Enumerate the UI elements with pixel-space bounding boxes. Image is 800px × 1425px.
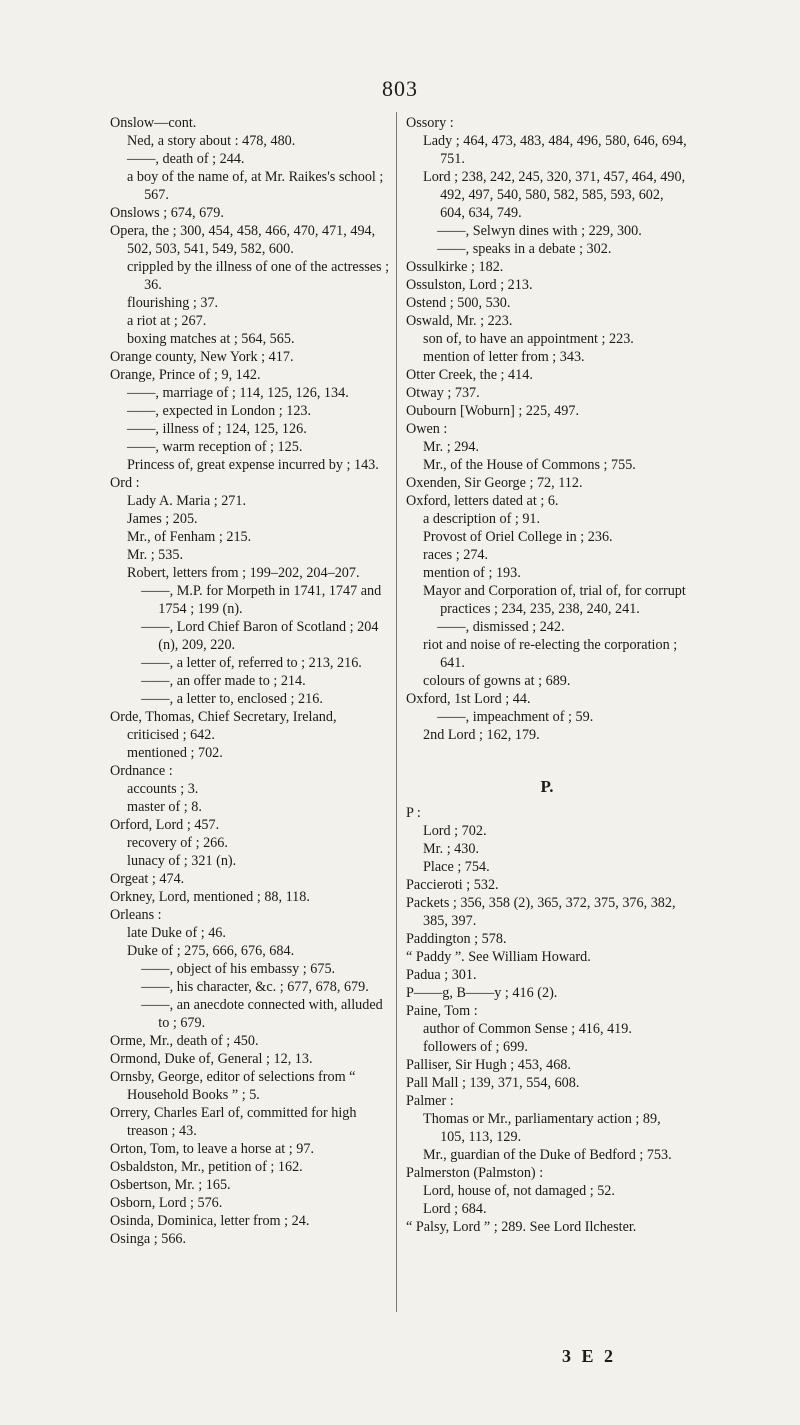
index-entry: Orange, Prince of ; 9, 142. bbox=[110, 367, 261, 383]
index-subentry: mention of ; 193. bbox=[423, 565, 521, 581]
index-subentry: Mayor and Corporation of, trial of, for corrupt practices ; 234, 235, 238, 240, 241. bbox=[423, 583, 686, 617]
index-subentry: James ; 205. bbox=[127, 511, 198, 527]
index-entry: Packets ; 356, 358 (2), 365, 372, 375, 376, 382, 385, 397. bbox=[406, 895, 676, 929]
index-entry: Palmerston (Palmston) : bbox=[406, 1165, 544, 1181]
signature-mark: 3 E 2 bbox=[562, 1346, 617, 1366]
index-entry: Oswald, Mr. ; 223. bbox=[406, 313, 513, 329]
index-entry: Orgeat ; 474. bbox=[110, 871, 185, 887]
index-subentry: ——, illness of ; 124, 125, 126. bbox=[127, 421, 307, 437]
index-subentry: colours of gowns at ; 689. bbox=[423, 673, 571, 689]
index-subentry: mention of letter from ; 343. bbox=[423, 349, 585, 365]
index-entry: Osinda, Dominica, letter from ; 24. bbox=[110, 1213, 310, 1229]
index-entry: Ormond, Duke of, General ; 12, 13. bbox=[110, 1051, 313, 1067]
index-entry: Ossory : bbox=[406, 115, 454, 131]
index-subentry: ——, M.P. for Morpeth in 1741, 1747 and 1754 ; 199 (n). bbox=[141, 583, 382, 617]
index-entry: Oubourn [Woburn] ; 225, 497. bbox=[406, 403, 580, 419]
index-entry: Ord : bbox=[110, 475, 140, 491]
index-subentry: Lord ; 702. bbox=[423, 823, 487, 839]
index-subentry: lunacy of ; 321 (n). bbox=[127, 853, 237, 869]
index-entry: Palliser, Sir Hugh ; 453, 468. bbox=[406, 1057, 571, 1073]
index-subentry: Mr., guardian of the Duke of Bedford ; 753. bbox=[423, 1147, 672, 1163]
index-subentry: a riot at ; 267. bbox=[127, 313, 207, 329]
index-entry: Onslows ; 674, 679. bbox=[110, 205, 224, 221]
index-entry: Pall Mall ; 139, 371, 554, 608. bbox=[406, 1075, 580, 1091]
index-subentry: races ; 274. bbox=[423, 547, 489, 563]
index-subentry: crippled by the illness of one of the actresses ; 36. bbox=[127, 259, 390, 293]
index-entry: Ostend ; 500, 530. bbox=[406, 295, 511, 311]
index-subentry: ——, his character, &c. ; 677, 678, 679. bbox=[141, 979, 369, 995]
index-entry: Paccieroti ; 532. bbox=[406, 877, 499, 893]
index-entry: Oxford, 1st Lord ; 44. bbox=[406, 691, 531, 707]
index-subentry: author of Common Sense ; 416, 419. bbox=[423, 1021, 632, 1037]
index-subentry: Mr., of the House of Commons ; 755. bbox=[423, 457, 636, 473]
index-subentry: mentioned ; 702. bbox=[127, 745, 223, 761]
index-entry: “ Paddy ”. See William Howard. bbox=[406, 949, 591, 965]
index-subentry: master of ; 8. bbox=[127, 799, 202, 815]
index-entry: Ordnance : bbox=[110, 763, 173, 779]
section-heading: P. bbox=[540, 777, 554, 796]
index-subentry: followers of ; 699. bbox=[423, 1039, 528, 1055]
index-entry: Orford, Lord ; 457. bbox=[110, 817, 220, 833]
index-entry: P : bbox=[406, 805, 421, 821]
index-entry: Padua ; 301. bbox=[406, 967, 477, 983]
index-subentry: 2nd Lord ; 162, 179. bbox=[423, 727, 540, 743]
index-subentry: a description of ; 91. bbox=[423, 511, 541, 527]
index-entry: Owen : bbox=[406, 421, 448, 437]
index-subentry: Lady A. Maria ; 271. bbox=[127, 493, 247, 509]
index-entry: P——g, B——y ; 416 (2). bbox=[406, 985, 558, 1001]
index-subentry: Lord ; 684. bbox=[423, 1201, 487, 1217]
index-subentry: ——, impeachment of ; 59. bbox=[437, 709, 594, 725]
index-subentry: Robert, letters from ; 199–202, 204–207. bbox=[127, 565, 360, 581]
index-subentry: ——, speaks in a debate ; 302. bbox=[437, 241, 612, 257]
index-entry: Ossulston, Lord ; 213. bbox=[406, 277, 533, 293]
index-entry: Osbaldston, Mr., petition of ; 162. bbox=[110, 1159, 303, 1175]
index-subentry: riot and noise of re-electing the corporation ; 641. bbox=[423, 637, 678, 671]
index-subentry: a boy of the name of, at Mr. Raikes's school ; 567. bbox=[127, 169, 384, 203]
index-entry: Orme, Mr., death of ; 450. bbox=[110, 1033, 259, 1049]
index-entry: “ Palsy, Lord ” ; 289. See Lord Ilchester. bbox=[406, 1219, 637, 1235]
index-subentry: ——, Selwyn dines with ; 229, 300. bbox=[437, 223, 642, 239]
index-subentry: Lord, house of, not damaged ; 52. bbox=[423, 1183, 615, 1199]
index-entry: Osborn, Lord ; 576. bbox=[110, 1195, 223, 1211]
index-subentry: Lady ; 464, 473, 483, 484, 496, 580, 646, 694, 751. bbox=[423, 133, 687, 167]
index-entry: Paine, Tom : bbox=[406, 1003, 478, 1019]
index-entry: Orleans : bbox=[110, 907, 162, 923]
index-entry: Ossulkirke ; 182. bbox=[406, 259, 504, 275]
index-subentry: Mr. ; 430. bbox=[423, 841, 480, 857]
index-subentry: Mr., of Fenham ; 215. bbox=[127, 529, 252, 545]
index-entry: Orrery, Charles Earl of, committed for high treason ; 43. bbox=[110, 1105, 357, 1139]
index-subentry: ——, object of his embassy ; 675. bbox=[141, 961, 336, 977]
index-entry: Palmer : bbox=[406, 1093, 454, 1109]
index-subentry: ——, an anecdote connected with, alluded to ; 679. bbox=[141, 997, 383, 1031]
index-entry: Orkney, Lord, mentioned ; 88, 118. bbox=[110, 889, 310, 905]
index-entry: Otway ; 737. bbox=[406, 385, 480, 401]
index-subentry: ——, Lord Chief Baron of Scotland ; 204 (n), 209, 220. bbox=[141, 619, 379, 653]
index-subentry: Mr. ; 294. bbox=[423, 439, 480, 455]
index-subentry: boxing matches at ; 564, 565. bbox=[127, 331, 295, 347]
index-subentry: Princess of, great expense incurred by ; 143. bbox=[127, 457, 379, 473]
index-entry: Oxenden, Sir George ; 72, 112. bbox=[406, 475, 583, 491]
index-entry: Orton, Tom, to leave a horse at ; 97. bbox=[110, 1141, 315, 1157]
index-subentry: late Duke of ; 46. bbox=[127, 925, 226, 941]
index-subentry: ——, an offer made to ; 214. bbox=[141, 673, 306, 689]
index-subentry: Ned, a story about : 478, 480. bbox=[127, 133, 296, 149]
index-subentry: flourishing ; 37. bbox=[127, 295, 219, 311]
index-entry: Osbertson, Mr. ; 165. bbox=[110, 1177, 231, 1193]
index-entry: Opera, the ; 300, 454, 458, 466, 470, 471, 494, 502, 503, 541, 549, 582, 600. bbox=[110, 223, 376, 257]
index-subentry: ——, dismissed ; 242. bbox=[437, 619, 565, 635]
index-column-left bbox=[110, 114, 392, 1248]
index-entry: Onslow—cont. bbox=[110, 115, 197, 131]
index-subentry: Place ; 754. bbox=[423, 859, 490, 875]
index-subentry: ——, marriage of ; 114, 125, 126, 134. bbox=[127, 385, 349, 401]
index-entry: Oxford, letters dated at ; 6. bbox=[406, 493, 559, 509]
index-subentry: Duke of ; 275, 666, 676, 684. bbox=[127, 943, 295, 959]
index-subentry: accounts ; 3. bbox=[127, 781, 199, 797]
index-subentry: Lord ; 238, 242, 245, 320, 371, 457, 464, 490, 492, 497, 540, 580, 582, 585, 593, 602, 604, 634, 749. bbox=[423, 169, 686, 221]
index-column-right bbox=[406, 114, 688, 1236]
index-subentry: Mr. ; 535. bbox=[127, 547, 184, 563]
index-subentry: ——, a letter of, referred to ; 213, 216. bbox=[141, 655, 362, 671]
index-subentry: son of, to have an appointment ; 223. bbox=[423, 331, 634, 347]
index-entry: Paddington ; 578. bbox=[406, 931, 507, 947]
index-subentry: Thomas or Mr., parliamentary action ; 89, 105, 113, 129. bbox=[423, 1111, 661, 1145]
page-number: 803 bbox=[382, 76, 418, 101]
index-entry: Otter Creek, the ; 414. bbox=[406, 367, 533, 383]
index-subentry: ——, expected in London ; 123. bbox=[127, 403, 312, 419]
index-entry: Osinga ; 566. bbox=[110, 1231, 187, 1247]
index-subentry: recovery of ; 266. bbox=[127, 835, 228, 851]
index-subentry: ——, a letter to, enclosed ; 216. bbox=[141, 691, 323, 707]
index-entry: Orange county, New York ; 417. bbox=[110, 349, 294, 365]
index-subentry: ——, death of ; 244. bbox=[127, 151, 245, 167]
column-divider bbox=[396, 112, 397, 1312]
index-subentry: ——, warm reception of ; 125. bbox=[127, 439, 303, 455]
index-entry: Orde, Thomas, Chief Secretary, Ireland, criticised ; 642. bbox=[110, 709, 337, 743]
index-subentry: Provost of Oriel College in ; 236. bbox=[423, 529, 613, 545]
index-entry: Ornsby, George, editor of selections from “ Household Books ” ; 5. bbox=[110, 1069, 356, 1103]
